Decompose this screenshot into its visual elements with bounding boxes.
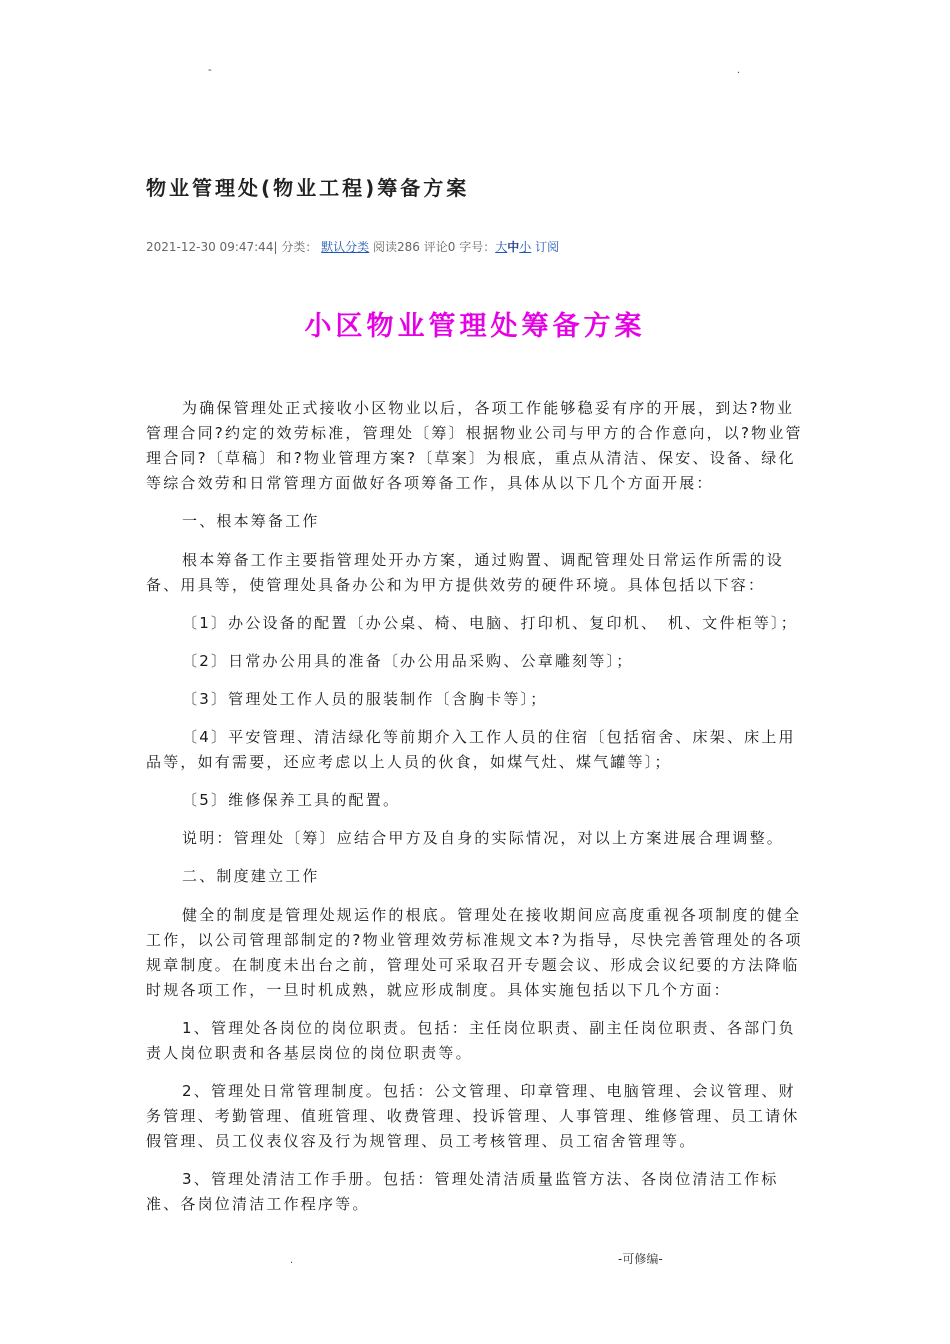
section-heading-basic-preparation: 一、根本筹备工作 <box>182 512 320 530</box>
article-body <box>146 396 806 1230</box>
note-paragraph: 说明：管理处〔筹〕应结合甲方及自身的实际情况，对以上方案进展合理调整。 <box>182 829 785 847</box>
footer-left-mark: . <box>290 1254 294 1266</box>
subscribe-link[interactable]: 订阅 <box>535 240 560 254</box>
font-size-medium-link[interactable]: 中 <box>507 240 520 254</box>
list-item: 〔4〕平安管理、清洁绿化等前期介入工作人员的住宿〔包括宿舍、床架、床上用品等，如有需要，还应考虑以上人员的伙食，如煤气灶、煤气罐等〕； <box>146 728 796 771</box>
header-right-mark: . <box>737 64 741 76</box>
list-item: 1、管理处各岗位的岗位职责。包括：主任岗位职责、副主任岗位职责、各部门负责人岗位职责和各基层岗位的岗位职责等。 <box>146 1019 796 1062</box>
body-paragraph: 根本筹备工作主要指管理处开办方案，通过购置、调配管理处日常运作所需的设备、用具等，使管理处具备办公和为甲方提供效劳的硬件环境。具体包括以下容： <box>146 551 785 594</box>
font-size-large-link[interactable]: 大 <box>495 240 508 254</box>
category-label: 分类： <box>281 240 318 254</box>
intro-paragraph: 为确保管理处正式接收小区物业以后，各项工作能够稳妥有序的开展，到达?物业管理合同?约定的效劳标准，管理处〔筹〕根据物业公司与甲方的合作意向，以?物业管理合同?〔草稿〕和?物业管理方案?〔草案〕为根底，重点从清洁、保安、设备、绿化等综合效劳和日常管理方面做好各项筹备工作，具体从以下几个方面开展： <box>146 399 803 492</box>
category-link[interactable]: 默认分类 <box>321 240 370 254</box>
font-size-label: 字号： <box>459 240 496 254</box>
footer-note: -可修编- <box>618 1252 663 1266</box>
read-count: 阅读286 <box>373 240 420 254</box>
body-paragraph: 健全的制度是管理处规运作的根底。管理处在接收期间应高度重视各项制度的健全工作，以公司管理部制定的?物业管理效劳标准规文本?为指导，尽快完善管理处的各项规章制度。在制度未出台之前，管理处可采取召开专题会议、形成会议纪要的方法降临时规各项工作，一旦时机成熟，就应形成制度。具体实施包括以下几个方面： <box>146 906 803 999</box>
post-datetime: 2021-12-30 09:47:44| <box>146 240 278 254</box>
main-heading: 小区物业管理处筹备方案 <box>304 311 646 342</box>
list-item: 〔1〕办公设备的配置〔办公桌、椅、电脑、打印机、复印机、 机、文件柜等〕； <box>182 614 798 632</box>
list-item: 〔3〕管理处工作人员的服装制作〔含胸卡等〕； <box>182 690 548 708</box>
list-item: 3、管理处清洁工作手册。包括：管理处清洁质量监管方法、各岗位清洁工作标准、各岗位清洁工作程序等。 <box>146 1170 779 1213</box>
post-meta <box>146 238 559 255</box>
section-heading-system-building: 二、制度建立工作 <box>182 867 320 885</box>
document-title: 物业管理处(物业工程)筹备方案 <box>146 176 470 200</box>
font-size-small-link[interactable]: 小 <box>519 240 532 254</box>
list-item: 2、管理处日常管理制度。包括：公文管理、印章管理、电脑管理、会议管理、财务管理、考勤管理、值班管理、收费管理、投诉管理、人事管理、维修管理、员工请休假管理、员工仪表仪容及行为规管理、员工考核管理、员工宿舍管理等。 <box>146 1082 800 1150</box>
comment-count: 评论0 <box>423 240 456 254</box>
header-left-mark: - <box>208 64 212 76</box>
list-item: 〔5〕维修保养工具的配置。 <box>182 791 401 809</box>
list-item: 〔2〕日常办公用具的准备〔办公用品采购、公章雕刻等〕； <box>182 652 634 670</box>
